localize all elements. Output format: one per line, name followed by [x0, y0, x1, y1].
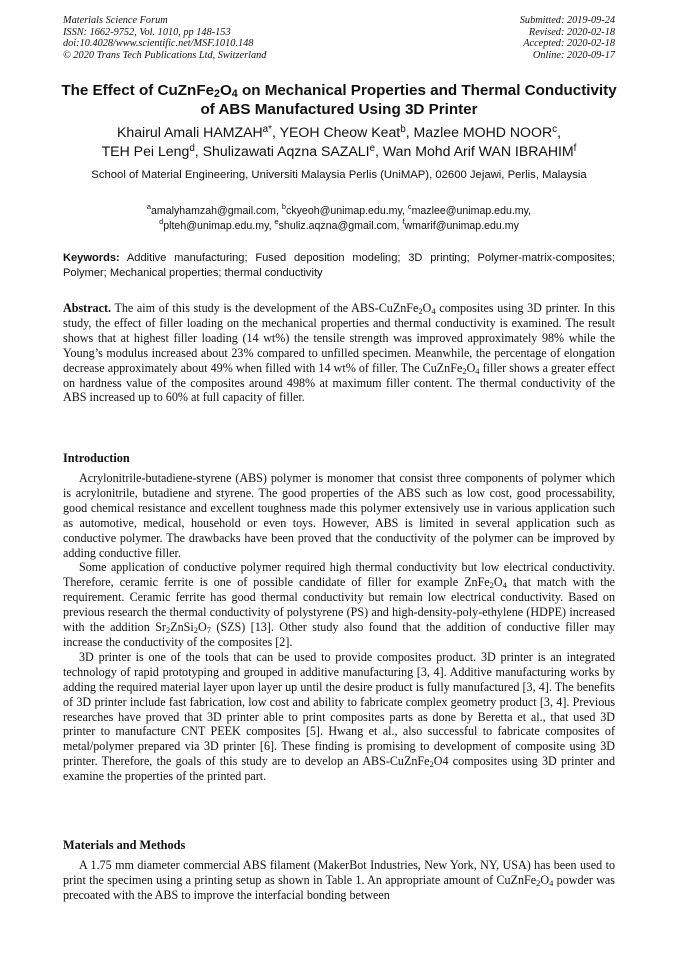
- author-separator: ,: [375, 143, 383, 159]
- paper-title: [60, 82, 618, 119]
- email-mark: f: [402, 216, 405, 226]
- author-list: [56, 123, 622, 161]
- abstract-text: O: [466, 360, 476, 375]
- email-link[interactable]: wmarif@unimap.edu.my: [404, 219, 519, 232]
- affiliation: School of Material Engineering, Universiti Malaysia Perlis (UniMAP), 02600 Jejawi, Perlis, Malaysia: [91, 169, 587, 181]
- author-name: Mazlee MOHD NOOR: [413, 124, 553, 140]
- abstract-text: O: [422, 301, 432, 315]
- author-mark: b: [400, 124, 406, 135]
- abstract-text: composites using 3D printer. In this study, the effect of filler loading on the mechanical properties and thermal conductivity is examined. The result shows that at highest filler loading (14 wt%) the tensile strength was improved approximately 98% while the Young’s modulus increased about 23% compared to unfilled specimen. Meanwhile, the percentage of elongation decrease approximately about 49% when filled with 14 wt% of filler. The CuZnFe: [63, 301, 616, 375]
- submitted-date: Submitted: 2019-09-24: [519, 15, 615, 26]
- author-separator: ,: [557, 124, 561, 140]
- paragraph-text: O4 composites using 3D printer and examine the properties of the printed part.: [63, 754, 615, 784]
- paragraph-subscript: 4: [549, 877, 554, 888]
- abstract-label: Abstract.: [63, 301, 112, 315]
- email-separator: ,: [276, 205, 282, 217]
- email-mark: c: [407, 202, 412, 211]
- paragraph: [63, 858, 615, 903]
- keywords: [63, 251, 615, 280]
- abstract-subscript: 4: [431, 306, 436, 316]
- paragraph-text: O: [493, 575, 503, 590]
- paragraph-text: 3D printer is one of the tools that can be used to provide composites product. 3D printer is an integrated technology of rapid prototyping and grouped in additive manufacturing [3, 4]. Additive manufacturing works by adding the required material layer upon layer up until the desire product is fully manufactured [3, 4]. The benefits of 3D printer include fast fabrication, low cost and ability to fabricate complex geometry product [3, 4]. Previous researches have proved that 3D printer able to print composites parts as done by Beretta et al., that used 3D printer to manufacture CNT PEEK composites [5]. Hwang et al., also successful to fabricate composites of metal/polymer prepared via 3D printer [6]. These finding is promising to development of composite using 3D printer. Therefore, the goals of this study are to develop an ABS-CuZnFe: [63, 649, 615, 769]
- author-name: Wan Mohd Arif WAN IBRAHIM: [382, 143, 574, 159]
- accepted-date: Accepted: 2020-02-18: [523, 38, 615, 50]
- paragraph: [63, 650, 615, 784]
- email-mark: a: [146, 202, 152, 211]
- paragraph-text: Some application of conductive polymer required high thermal conductivity but low electrical conductivity. Therefore, ceramic ferrite is one of possible candidate of filler for example ZnFe: [63, 560, 615, 590]
- keywords-label: Keywords:: [63, 252, 120, 264]
- author-mark: e: [369, 143, 375, 154]
- author-name: TEH Pei Leng: [101, 143, 190, 159]
- email-mark: b: [281, 202, 287, 211]
- issn: ISSN: 1662-9752, Vol. 1010, pp 148-153: [63, 26, 231, 38]
- title-subscript: 4: [231, 88, 238, 100]
- introduction-heading: Introduction: [63, 451, 130, 465]
- abstract-text: The aim of this study is the development of the ABS-CuZnFe: [114, 301, 419, 315]
- author-mark: a*: [262, 124, 272, 135]
- keywords-text: Additive manufacturing; Fused deposition modeling; 3D printing; Polymer-matrix-composites; Polymer; Mechanical properties; thermal conductivity: [63, 252, 615, 279]
- introduction-body: [63, 471, 615, 784]
- methods-heading: Materials and Methods: [63, 838, 186, 852]
- journal-info: [63, 15, 266, 61]
- title-text: The Effect of CuZnFe: [61, 82, 215, 99]
- author-separator: ,: [194, 143, 203, 159]
- paragraph-text: (SZS) [13]. Other study also found that the addition of conductive filler may increase the conductivity of the composites [2].: [63, 620, 616, 649]
- methods-body: [63, 858, 615, 903]
- paragraph-subscript: 2: [429, 759, 434, 770]
- paragraph: [63, 560, 615, 649]
- author-name: YEOH Cheow Keat: [279, 124, 401, 140]
- abstract-text: filler shows a greater effect on hardness value of the composites around 498% at maximum filler content. The thermal conductivity of the ABS increased up to 60% at full capacity of filler.: [63, 360, 615, 405]
- title-text: on Mechanical Properties and Thermal Conductivity of ABS Manufactured Using 3D Printer: [200, 82, 617, 118]
- email-link[interactable]: amalyhamzah@gmail.com: [151, 205, 277, 217]
- email-link[interactable]: shuliz.aqzna@gmail.com: [278, 219, 397, 232]
- email-link[interactable]: mazlee@unimap.edu.my: [411, 205, 529, 217]
- paragraph-subscript: 7: [206, 625, 211, 636]
- paragraph-text: O: [197, 620, 207, 635]
- email-link[interactable]: plteh@unimap.edu.my: [163, 219, 269, 232]
- author-mark: c: [552, 124, 558, 135]
- paragraph-subscript: 2: [193, 625, 198, 636]
- email-separator: ,: [268, 219, 275, 232]
- title-text: O: [219, 82, 232, 99]
- paragraph: Acrylonitrile-butadiene-styrene (ABS) polymer is monomer that consist three components of polymer which is acrylonitrile, butadiene and styrene. The good properties of the ABS such as low cost, good processability, good chemical resistance and excellent toughness made this polymer extensively use in various application such as automotive, medical, household or even toys. However, ABS is limited in several application such as conductive polymer. The drawbacks have been proved that the conductivity of the polymer can be improved by adding conductive filler.: [63, 471, 615, 560]
- paragraph-subscript: 2: [489, 580, 494, 591]
- paragraph-text: that match with the requirement. Ceramic ferrite has good thermal conductivity but remain low electrical conductivity. Based on previous research the thermal conductivity of polystyrene (PS) and high-density-poly-ethylene (HDPE) increased with the addition Sr: [63, 575, 615, 635]
- author-separator: ,: [405, 124, 414, 140]
- paragraph-text: powder was precoated with the ABS to improve the interfacial bonding between: [63, 872, 616, 902]
- revised-date: Revised: 2020-02-18: [528, 26, 615, 38]
- email-separator: ,: [528, 205, 532, 217]
- journal-name: Materials Science Forum: [63, 15, 168, 26]
- email-separator: ,: [402, 205, 408, 217]
- abstract: [63, 301, 615, 405]
- author-name: Khairul Amali HAMZAH: [116, 124, 263, 140]
- abstract-subscript: 2: [418, 306, 423, 316]
- paragraph-subscript: 2: [536, 877, 541, 888]
- author-mark: f: [573, 143, 577, 154]
- publication-dates: [520, 15, 615, 61]
- online-date: Online: 2020-09-17: [532, 49, 615, 61]
- paragraph-text: ZnSi: [170, 620, 194, 635]
- email-separator: ,: [396, 219, 403, 232]
- paragraph-text: A 1.75 mm diameter commercial ABS filament (MakerBot Industries, New York, NY, USA) has been used to print the specimen using a printing setup as shown in Table 1. An appropriate amount of CuZnFe: [63, 858, 615, 887]
- author-mark: d: [189, 143, 195, 154]
- paragraph-text: O: [540, 872, 550, 887]
- author-separator: ,: [271, 124, 280, 140]
- paragraph-subscript: 4: [502, 580, 507, 591]
- email-list: [70, 204, 608, 233]
- abstract-subscript: 4: [475, 365, 480, 376]
- abstract-subscript: 2: [462, 365, 467, 376]
- email-mark: e: [274, 216, 279, 226]
- paragraph-subscript: 2: [165, 625, 171, 636]
- author-name: Shulizawati Aqzna SAZALI: [202, 143, 370, 159]
- email-mark: d: [159, 216, 164, 226]
- doi: doi:10.4028/www.scientific.net/MSF.1010.148: [63, 38, 254, 50]
- copyright: © 2020 Trans Tech Publications Ltd, Switzerland: [63, 49, 267, 61]
- email-link[interactable]: ckyeoh@unimap.edu.my: [286, 205, 402, 217]
- title-subscript: 2: [214, 88, 220, 100]
